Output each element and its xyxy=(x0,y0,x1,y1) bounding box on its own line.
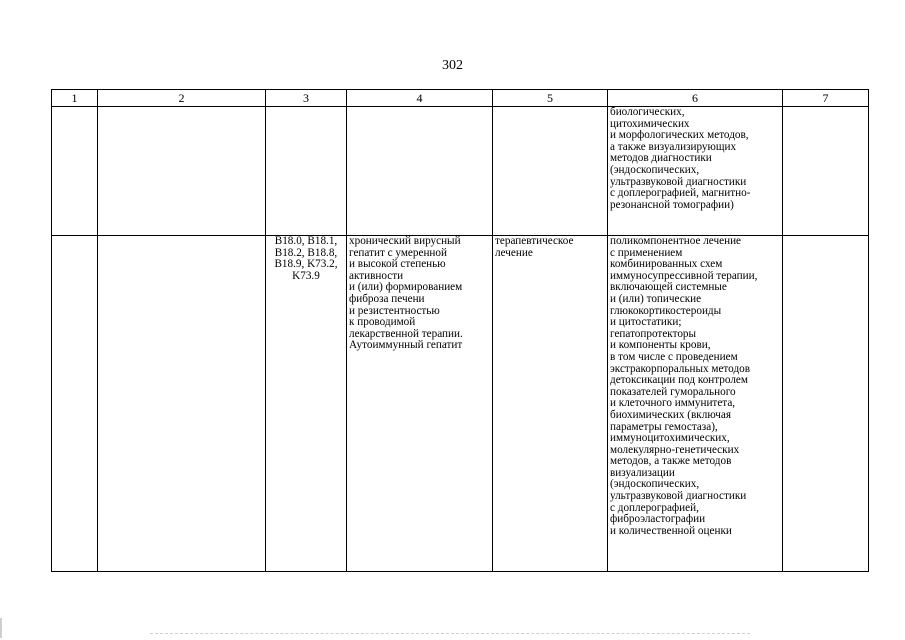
cell-text-line: включающей системные xyxy=(610,281,727,294)
cell-text-line: поликомпонентное лечение xyxy=(610,235,742,247)
cell-text-line: Аутоиммунный гепатит xyxy=(349,339,463,352)
cell-text-line: показателей гуморального xyxy=(610,385,736,398)
cell-text-line: и компоненты крови, xyxy=(610,339,711,352)
header-col-2: 2 xyxy=(98,90,266,107)
cell-diagnosis xyxy=(347,236,493,572)
cell-text-line: детоксикации под контролем xyxy=(610,374,748,387)
table-row xyxy=(52,236,869,572)
cell-text-line: B18.9, K73.2, xyxy=(274,258,338,271)
header-col-6: 6 xyxy=(608,90,783,107)
cell-text-line: ультразвуковой диагностики xyxy=(610,175,747,188)
page-number: 302 xyxy=(442,58,463,73)
cell-text-line: и цитостатики; xyxy=(610,316,682,329)
scan-edge-line xyxy=(150,633,750,634)
cell-text-line: параметры гемостаза), xyxy=(610,420,718,433)
cell-text-line: и высокой степенью xyxy=(349,258,446,271)
cell-text-line: активности xyxy=(349,269,404,282)
cell-text-line: методов диагностики xyxy=(610,152,712,165)
header-col-1: 1 xyxy=(52,90,98,107)
cell-col-7 xyxy=(783,107,869,236)
cell-text-line: B18.2, B18.8, xyxy=(274,246,338,259)
cell-text-line: биологических, xyxy=(610,106,685,118)
cell-text-line: а также визуализирующих xyxy=(610,140,737,153)
cell-text-line: комбинированных схем xyxy=(610,258,723,271)
cell-col-5 xyxy=(493,107,608,236)
cell-text-line: хронический вирусный xyxy=(349,235,461,247)
cell-text-line: и клеточного иммунитета, xyxy=(610,397,736,410)
cell-text-line: иммуноцитохимических, xyxy=(610,432,730,445)
cell-text-line: и морфологических методов, xyxy=(610,129,749,142)
cell-text-line: ультразвуковой диагностики xyxy=(610,490,747,503)
cell-text-line: (эндоскопических, xyxy=(610,478,700,491)
cell-treatment-type xyxy=(493,236,608,572)
cell-text-line: глюкокортикостероиды xyxy=(610,304,722,317)
cell-text-line: B18.0, B18.1, xyxy=(274,235,338,247)
cell-icd-codes xyxy=(266,236,347,572)
cell-col-6 xyxy=(608,107,783,236)
cell-text-line: и (или) формированием xyxy=(349,281,463,294)
header-col-5: 5 xyxy=(493,90,608,107)
cell-col-1 xyxy=(52,236,98,572)
cell-text-line: с доплерографией, xyxy=(610,501,699,514)
cell-text-line: методов, а также методов xyxy=(610,455,732,468)
cell-text-line: и количественной оценки xyxy=(610,524,732,537)
cell-col-4 xyxy=(347,107,493,236)
cell-treatment-method xyxy=(608,236,783,572)
cell-col-2 xyxy=(98,107,266,236)
cell-text-line: и (или) топические xyxy=(610,292,702,305)
cell-col-1 xyxy=(52,107,98,236)
cell-text-line: экстракорпоральных методов xyxy=(610,362,751,375)
cell-text-line: K73.9 xyxy=(292,269,320,282)
header-col-4: 4 xyxy=(347,90,493,107)
cell-text-line: к проводимой xyxy=(349,316,416,329)
cell-text-line: резонансной томографии) xyxy=(610,198,734,211)
cell-col-2 xyxy=(98,236,266,572)
cell-text-line: иммуносупрессивной терапии, xyxy=(610,269,758,282)
cell-text-line: и резистентностью xyxy=(349,304,440,317)
cell-text-line: цитохимических xyxy=(610,117,690,130)
cell-col-3 xyxy=(266,107,347,236)
table-row xyxy=(52,107,869,236)
cell-text-line: молекулярно-генетических xyxy=(610,443,740,456)
cell-text-line: лечение xyxy=(495,246,533,259)
cell-text-line: в том числе с проведением xyxy=(610,350,738,363)
scan-edge-mark xyxy=(0,618,2,638)
cell-text-line: фиброза печени xyxy=(349,292,425,305)
cell-text-line: с доплерографией, магнитно- xyxy=(610,187,751,200)
cell-col-7 xyxy=(783,236,869,572)
medical-care-table xyxy=(51,89,869,572)
cell-text-line: фиброэластографии xyxy=(610,513,706,526)
header-col-3: 3 xyxy=(266,90,347,107)
cell-text-line: биохимических (включая xyxy=(610,408,731,421)
cell-text-line: гепатопротекторы xyxy=(610,327,697,340)
cell-text-line: гепатит с умеренной xyxy=(349,246,447,259)
cell-text-line: визуализации xyxy=(610,466,675,479)
table-header-row xyxy=(52,90,869,107)
cell-text-line: (эндоскопических, xyxy=(610,163,700,176)
cell-text-line: лекарственной терапии. xyxy=(349,327,463,340)
header-col-7: 7 xyxy=(783,90,869,107)
cell-text-line: с применением xyxy=(610,246,683,259)
cell-text-line: терапевтическое xyxy=(495,235,574,247)
